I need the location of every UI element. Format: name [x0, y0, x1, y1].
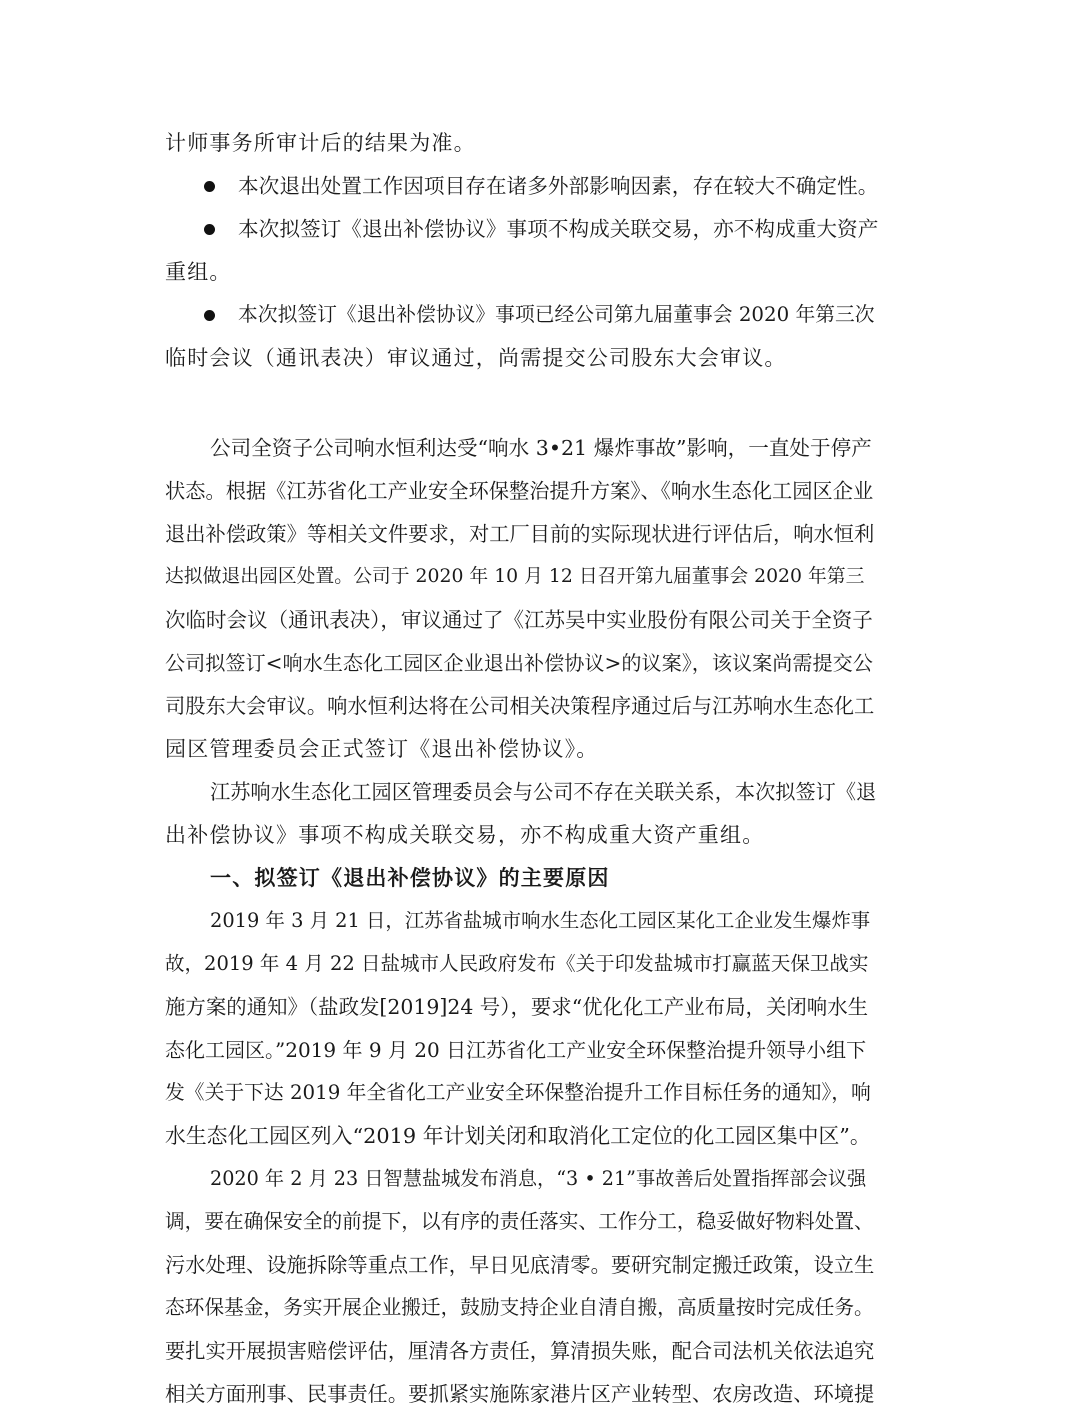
paragraph-4-line-2: 调，要在确保安全的前提下，以有序的责任落实、工作分工，稳妥做好物料处置、 [165, 1210, 874, 1233]
bullet-dot-icon [204, 310, 215, 321]
paragraph-3-line-1: 2019 年 3 月 21 日，江苏省盐城市响水生态化工园区某化工企业发生爆炸事 [210, 909, 871, 932]
paragraph-3-line-6: 水生态化工园区列入“2019 年计划关闭和取消化工定位的化工园区集中区”。 [165, 1124, 871, 1148]
paragraph-1-line-5: 次临时会议（通讯表决），审议通过了《江苏吴中实业股份有限公司关于全资子 [165, 608, 873, 632]
paragraph-1-line-6: 公司拟签订<响水生态化工园区企业退出补偿协议>的议案》，该议案尚需提交公 [165, 651, 873, 675]
paragraph-2-line-2: 出补偿协议》事项不构成关联交易，亦不构成重大资产重组。 [165, 823, 765, 847]
paragraph-4-line-5: 要扎实开展损害赔偿评估，厘清各方责任，算清损失账，配合司法机关依法追究 [165, 1339, 875, 1363]
paragraph-2-line-1: 江苏响水生态化工园区管理委员会与公司不存在关联关系，本次拟签订《退 [210, 780, 877, 804]
paragraph-3-line-2: 故，2019 年 4 月 22 日盐城市人民政府发布《关于印发盐城市打赢蓝天保卫战实 [165, 952, 869, 975]
paragraph-1-line-8: 园区管理委员会正式签订《退出补偿协议》。 [165, 737, 599, 761]
bullet-2-line-1: 本次拟签订《退出补偿协议》事项不构成关联交易，亦不构成重大资产 [238, 217, 879, 241]
paragraph-3-line-5: 发《关于下达 2019 年全省化工产业安全环保整治提升工作目标任务的通知》，响 [165, 1081, 871, 1104]
paragraph-4-line-3: 污水处理、设施拆除等重点工作，早日见底清零。要研究制定搬迁政策，设立生 [165, 1253, 875, 1277]
paragraph-4-line-6: 相关方面刑事、民事责任。要抓紧实施陈家港片区产业转型、农房改造、环境提 [165, 1382, 875, 1406]
bullet-3-line-2: 临时会议（通讯表决）审议通过，尚需提交公司股东大会审议。 [165, 346, 787, 370]
paragraph-3-line-3: 施方案的通知》（盐政发[2019]24 号），要求“优化化工产业布局，关闭响水生 [165, 995, 869, 1019]
paragraph-3-line-4: 态化工园区。”2019 年 9 月 20 日江苏省化工产业安全环保整治提升领导小组下 [165, 1038, 867, 1062]
paragraph-1-line-2: 状态。根据《江苏省化工产业安全环保整治提升方案》、《响水生态化工园区企业 [165, 479, 874, 503]
paragraph-1-line-1: 公司全资子公司响水恒利达受“响水 3•21 爆炸事故”影响，一直处于停产 [210, 436, 872, 460]
bullet-dot-icon [204, 224, 215, 235]
paragraph-1-line-3: 退出补偿政策》等相关文件要求，对工厂目前的实际现状进行评估后，响水恒利 [165, 522, 875, 546]
section-heading: 一、拟签订《退出补偿协议》的主要原因 [210, 865, 610, 890]
paragraph-1-line-4: 达拟做退出园区处置。公司于 2020 年 10 月 12 日召开第九届董事会 2020 年第三 [165, 566, 865, 587]
continuation-line: 计师事务所审计后的结果为准。 [165, 131, 476, 155]
paragraph-4-line-1: 2020 年 2 月 23 日智慧盐城发布消息，“3 • 21”事故善后处置指挥部会议强 [210, 1167, 867, 1190]
paragraph-1-line-7: 司股东大会审议。响水恒利达将在公司相关决策程序通过后与江苏响水生态化工 [165, 694, 875, 718]
bullet-dot-icon [204, 181, 215, 192]
bullet-2-line-2: 重组。 [165, 260, 232, 284]
bullet-3-line-1: 本次拟签订《退出补偿协议》事项已经公司第九届董事会 2020 年第三次 [238, 303, 875, 326]
bullet-1-line-1: 本次退出处置工作因项目存在诸多外部影响因素，存在较大不确定性。 [238, 174, 879, 198]
paragraph-4-line-4: 态环保基金，务实开展企业搬迁，鼓励支持企业自清自搬，高质量按时完成任务。 [165, 1296, 874, 1319]
